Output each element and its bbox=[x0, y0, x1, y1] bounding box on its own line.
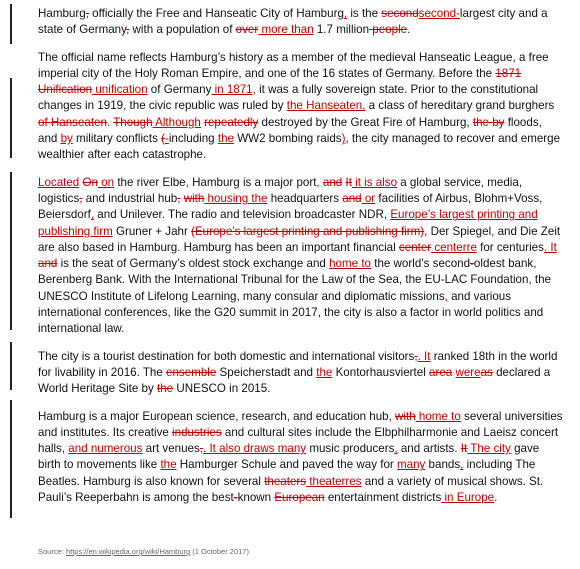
inserted-text: home to bbox=[415, 409, 461, 423]
paragraph bbox=[38, 175, 563, 338]
body-text: floods, and bbox=[38, 115, 542, 146]
inserted-text: were bbox=[455, 365, 481, 379]
body-text: including bbox=[168, 132, 218, 146]
body-text: oldest bank, Berenberg Bank. With the International Tribunal for the Law of the Sea, the EU-LAC Foundation, the UNESCO Institute of Lifelong Learning, many consular and diplomatic missions bbox=[38, 257, 552, 303]
body-text: . bbox=[106, 115, 114, 129]
change-bar bbox=[10, 400, 12, 518]
paragraph bbox=[38, 349, 563, 398]
inserted-text: many bbox=[396, 458, 426, 472]
inserted-text: , bbox=[460, 458, 464, 472]
inserted-text: , bbox=[343, 7, 348, 20]
body-text: of Germany bbox=[147, 83, 212, 97]
body-text: Hamburg is a major European science, research, and education hub, bbox=[38, 409, 396, 423]
deleted-text: ( bbox=[161, 132, 165, 146]
inserted-text: Located bbox=[38, 175, 80, 189]
body-text: and industrial hub bbox=[82, 191, 178, 205]
body-text: bands bbox=[425, 458, 461, 472]
body-text: and Die Zeit are also based in Hamburg. Hamburg has been an important financial bbox=[38, 224, 561, 254]
deleted-text: of Hanseaten bbox=[38, 115, 107, 129]
inserted-text: . It bbox=[417, 349, 431, 363]
change-bar bbox=[10, 78, 12, 158]
inserted-text: ) bbox=[341, 132, 346, 146]
body-text: officially the Free and Hanseatic City of Hamburg bbox=[88, 7, 344, 20]
deleted-text: , bbox=[126, 23, 130, 37]
change-bar bbox=[10, 172, 12, 330]
body-text: , it was a fully sovereign state. Prior to the constitutional changes in 1919, the civic republic was ruled by bbox=[38, 83, 539, 113]
inserted-text: housing the bbox=[204, 191, 268, 205]
deleted-text: Though bbox=[113, 115, 153, 129]
body-text: several universities and institutes. Its creative bbox=[38, 409, 563, 439]
body-text: . bbox=[407, 23, 411, 37]
inserted-text: and numerous bbox=[68, 442, 143, 456]
inserted-text: the bbox=[160, 458, 177, 472]
deleted-text: center bbox=[398, 240, 432, 254]
inserted-text: in Europe bbox=[441, 491, 495, 505]
body-text: . bbox=[494, 491, 498, 505]
inserted-text: it is also bbox=[351, 175, 398, 189]
deleted-text: (Europe’s largest printing and publishing firm) bbox=[191, 224, 425, 238]
body-text: Hamburger Schule and paved the way for bbox=[176, 458, 397, 472]
body-text: the river Elbe, Hamburg is a major port bbox=[114, 175, 317, 189]
inserted-text: home to bbox=[329, 257, 371, 271]
deleted-text: - bbox=[470, 257, 474, 271]
deleted-text: with bbox=[183, 191, 205, 205]
body-text: the world’s second bbox=[371, 257, 471, 271]
deleted-text: 1871 Unification bbox=[38, 66, 522, 97]
body-text: headquarters bbox=[267, 191, 343, 205]
body-text: art venues bbox=[142, 442, 200, 456]
inserted-text: - bbox=[164, 132, 169, 146]
deleted-text: It bbox=[460, 442, 468, 456]
inserted-text: the bbox=[217, 132, 234, 146]
inserted-text: theaterres bbox=[306, 474, 362, 488]
body-text: and a variety of musical shows. St. Pauli’s Reeperbahn is among the best bbox=[38, 474, 544, 505]
body-text: with a population of bbox=[129, 23, 236, 37]
inserted-text: The city bbox=[467, 442, 511, 456]
body-text: gave birth to movements like bbox=[38, 442, 540, 472]
inserted-text: , bbox=[90, 208, 95, 222]
deleted-text: and bbox=[342, 191, 362, 205]
body-text: is the seat of Germany’s oldest stock exchange and bbox=[57, 257, 330, 271]
body-text: and artists. bbox=[397, 442, 461, 456]
inserted-text: on bbox=[97, 175, 115, 189]
deleted-text: area bbox=[429, 365, 453, 379]
source-link[interactable]: https://en.wikipedia.org/wiki/Hamburg bbox=[65, 547, 191, 556]
body-text: UNESCO in 2015. bbox=[173, 382, 271, 396]
body-text: for centuries bbox=[476, 240, 544, 254]
body-text: a class of hereditary grand burghers bbox=[365, 99, 555, 113]
inserted-text: more than bbox=[258, 23, 314, 37]
body-text: 1.7 million bbox=[313, 23, 370, 37]
body-text: a global service, media, logistics bbox=[38, 175, 523, 205]
inserted-text: Europe’s largest printing and publishing firm bbox=[38, 208, 538, 238]
deleted-text: European bbox=[274, 491, 325, 505]
inserted-text: the Hanseaten, bbox=[286, 99, 366, 113]
deleted-text: , bbox=[177, 191, 181, 205]
body-text: entertainment districts bbox=[324, 491, 442, 505]
deleted-text: , bbox=[199, 442, 204, 456]
deleted-text: , bbox=[85, 7, 89, 20]
inserted-text: , bbox=[394, 442, 398, 456]
body-text: Speicherstadt and bbox=[216, 365, 317, 379]
body-text: is the bbox=[347, 7, 382, 20]
body-text: music producers bbox=[306, 442, 395, 456]
body-text: declared a World Heritage Site by bbox=[38, 365, 551, 396]
paragraph bbox=[38, 409, 563, 507]
inserted-text: Although bbox=[152, 115, 201, 129]
deleted-text: and bbox=[322, 175, 343, 189]
inserted-text: , bbox=[444, 289, 448, 303]
change-bar bbox=[10, 342, 12, 390]
deleted-text: the bbox=[157, 382, 174, 396]
inserted-text: second- bbox=[418, 7, 460, 20]
deleted-text: over bbox=[235, 23, 259, 37]
deleted-text: second bbox=[381, 7, 419, 20]
inserted-text: by bbox=[60, 132, 73, 146]
deleted-text: It bbox=[345, 175, 352, 189]
body-text: WW2 bombing raids bbox=[233, 132, 342, 146]
deleted-text: , bbox=[79, 191, 83, 205]
body-text: Kontorhausviertel bbox=[332, 365, 430, 379]
body-text: , Der Spiegel bbox=[424, 224, 492, 238]
body-text: known bbox=[237, 491, 275, 505]
deleted-text: repeatedly bbox=[204, 115, 259, 129]
inserted-text: , bbox=[316, 175, 320, 189]
document-body[interactable] bbox=[38, 6, 563, 517]
source-footer bbox=[38, 547, 249, 556]
body-text: military conflicts bbox=[72, 132, 162, 146]
deleted-text: On bbox=[82, 175, 98, 189]
body-text: facilities of Airbus, Blohm+Voss, Beiersdorf bbox=[38, 191, 543, 222]
source-prefix: Source: bbox=[38, 547, 66, 556]
deleted-text: with bbox=[395, 409, 416, 423]
deleted-text: industries bbox=[172, 425, 222, 439]
deleted-text: the bbox=[472, 115, 489, 129]
paragraph bbox=[38, 50, 563, 164]
inserted-text: , bbox=[491, 224, 495, 238]
inserted-text: or bbox=[361, 191, 376, 205]
inserted-text: . It bbox=[543, 240, 557, 254]
inserted-text: centerre bbox=[431, 240, 477, 254]
body-text: and cultural sites include the Elbphilharmonie and Laeisz concert halls, bbox=[38, 425, 559, 456]
inserted-text: unification bbox=[92, 83, 148, 97]
change-bar bbox=[10, 4, 12, 44]
paragraph bbox=[38, 6, 563, 39]
body-text: and various international conferences, like the G20 summit in 2017, the city is also a factor in world politics and international law. bbox=[38, 289, 544, 336]
body-text: Gruner + Jahr bbox=[112, 224, 192, 238]
body-text: The city is a tourist destination for both domestic and international visitors bbox=[38, 349, 415, 363]
deleted-text: - bbox=[233, 491, 238, 505]
body-text: The official name reflects Hamburg’s history as a member of the medieval Hanseatic League, a free imperial city of the Holy Roman Empire, and one of the 16 states of Germany. Before the bbox=[38, 50, 549, 80]
inserted-text: . It also draws many bbox=[203, 442, 307, 456]
deleted-text: people bbox=[369, 23, 408, 37]
inserted-text: the bbox=[316, 365, 333, 379]
deleted-text: , bbox=[414, 349, 418, 363]
deleted-text: by bbox=[489, 115, 505, 129]
body-text: including The Beatles. Hamburg is also known for several bbox=[38, 458, 536, 488]
inserted-text: in 1871 bbox=[211, 83, 253, 97]
deleted-text: theaters bbox=[264, 474, 307, 488]
body-text: Hamburg bbox=[38, 7, 86, 20]
body-text: destroyed by the Great Fire of Hamburg, bbox=[258, 115, 473, 129]
body-text: ranked 18th in the world for livability in 2016. The bbox=[38, 349, 558, 379]
body-text: largest city and a state of Germany bbox=[38, 7, 548, 37]
body-text: and Unilever. The radio and television broadcaster NDR, bbox=[94, 208, 391, 222]
deleted-text: as bbox=[480, 365, 493, 379]
deleted-text: and bbox=[38, 257, 58, 271]
deleted-text: ensemble bbox=[166, 365, 217, 379]
body-text: , the city managed to recover and emerge wealthier after each catastrophe. bbox=[38, 132, 561, 162]
source-date: (1 October 2017) bbox=[190, 547, 249, 556]
